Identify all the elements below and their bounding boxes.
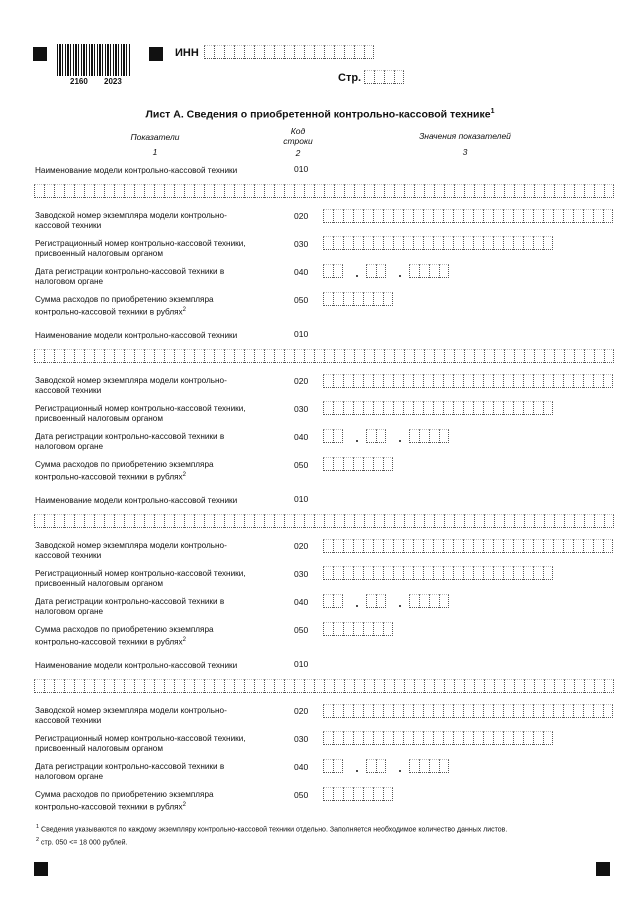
barcode-number-right: 2023 xyxy=(104,77,122,86)
row-model-label: Наименование модели контрольно-кассовой техники xyxy=(35,661,238,670)
row-serial-label: Заводской номер экземпляра модели контрольно-кассовой техники xyxy=(35,376,227,395)
sheet-title-footnote-mark: 1 xyxy=(490,108,495,115)
row-amount-label xyxy=(35,625,260,648)
code-040: 040 xyxy=(294,762,309,772)
column-number-1: 1 xyxy=(152,147,158,157)
regdate-day-field[interactable] xyxy=(323,429,343,443)
code-030: 030 xyxy=(294,239,309,249)
page-field[interactable] xyxy=(364,70,404,84)
amount-field[interactable] xyxy=(323,292,393,306)
row-amount-label xyxy=(35,295,260,318)
regdate-day-field[interactable] xyxy=(323,594,343,608)
sheet-title-text: Лист А. Сведения о приобретенной контрольно-кассовой технике xyxy=(145,108,491,121)
serial-field[interactable] xyxy=(323,704,613,718)
footnote-2 xyxy=(36,837,616,846)
corner-marker-bottom-right xyxy=(596,862,610,876)
code-020: 020 xyxy=(294,706,309,716)
sheet-title xyxy=(0,108,640,121)
regdate-day-field[interactable] xyxy=(323,264,343,278)
column-header-line-code: Код строки xyxy=(283,126,313,146)
column-header-values: Значения показателей xyxy=(419,131,511,141)
column-header-indicators: Показатели xyxy=(130,132,180,142)
date-separator-dot xyxy=(399,275,401,277)
regnum-field[interactable] xyxy=(323,566,553,580)
row-regnum-label: Регистрационный номер контрольно-кассовой техники, присвоенный налоговым органом xyxy=(35,569,246,588)
row-amount-label xyxy=(35,790,260,813)
row-regdate-label: Дата регистрации контрольно-кассовой техники в налоговом органе xyxy=(35,267,225,286)
row-model-label: Наименование модели контрольно-кассовой техники xyxy=(35,166,238,175)
row-amount-label xyxy=(35,460,260,483)
row-amount-text: Сумма расходов по приобретению экземпляра контрольно-кассовой техники в рублях xyxy=(35,295,214,317)
amount-footnote-mark: 2 xyxy=(182,802,186,808)
code-040: 040 xyxy=(294,432,309,442)
row-regdate-label: Дата регистрации контрольно-кассовой техники в налоговом органе xyxy=(35,762,225,781)
row-amount-text: Сумма расходов по приобретению экземпляра контрольно-кассовой техники в рублях xyxy=(35,460,214,482)
date-separator-dot xyxy=(356,275,358,277)
regdate-year-field[interactable] xyxy=(409,429,449,443)
regnum-field[interactable] xyxy=(323,236,553,250)
code-010: 010 xyxy=(294,164,309,174)
date-separator-dot xyxy=(356,440,358,442)
corner-marker-bottom-left xyxy=(34,862,48,876)
row-model-label: Наименование модели контрольно-кассовой техники xyxy=(35,496,238,505)
code-010: 010 xyxy=(294,329,309,339)
code-020: 020 xyxy=(294,211,309,221)
row-regdate-label: Дата регистрации контрольно-кассовой техники в налоговом органе xyxy=(35,597,225,616)
date-separator-dot xyxy=(399,770,401,772)
footnote-2-mark: 2 xyxy=(36,837,40,843)
date-separator-dot xyxy=(399,605,401,607)
footnote-1-mark: 1 xyxy=(36,824,40,830)
row-model-label: Наименование модели контрольно-кассовой техники xyxy=(35,331,238,340)
code-010: 010 xyxy=(294,659,309,669)
row-regnum-label: Регистрационный номер контрольно-кассовой техники, присвоенный налоговым органом xyxy=(35,734,246,753)
amount-footnote-mark: 2 xyxy=(182,472,186,478)
amount-field[interactable] xyxy=(323,457,393,471)
corner-marker-top-mid xyxy=(149,47,163,61)
code-050: 050 xyxy=(294,460,309,470)
model-field[interactable] xyxy=(34,679,614,693)
regnum-field[interactable] xyxy=(323,731,553,745)
code-040: 040 xyxy=(294,267,309,277)
amount-field[interactable] xyxy=(323,787,393,801)
code-030: 030 xyxy=(294,404,309,414)
code-030: 030 xyxy=(294,734,309,744)
model-field[interactable] xyxy=(34,349,614,363)
regdate-day-field[interactable] xyxy=(323,759,343,773)
model-field[interactable] xyxy=(34,514,614,528)
row-serial-label: Заводской номер экземпляра модели контрольно-кассовой техники xyxy=(35,541,227,560)
row-regnum-label: Регистрационный номер контрольно-кассовой техники, присвоенный налоговым органом xyxy=(35,239,246,258)
serial-field[interactable] xyxy=(323,374,613,388)
code-050: 050 xyxy=(294,790,309,800)
inn-label: ИНН xyxy=(175,47,199,59)
regdate-year-field[interactable] xyxy=(409,264,449,278)
column-number-3: 3 xyxy=(462,147,468,157)
code-040: 040 xyxy=(294,597,309,607)
amount-footnote-mark: 2 xyxy=(182,637,186,643)
row-serial-label: Заводской номер экземпляра модели контрольно-кассовой техники xyxy=(35,211,227,230)
regdate-month-field[interactable] xyxy=(366,759,386,773)
row-regnum-label: Регистрационный номер контрольно-кассовой техники, присвоенный налоговым органом xyxy=(35,404,246,423)
regdate-month-field[interactable] xyxy=(366,429,386,443)
regnum-field[interactable] xyxy=(323,401,553,415)
serial-field[interactable] xyxy=(323,209,613,223)
regdate-month-field[interactable] xyxy=(366,594,386,608)
date-separator-dot xyxy=(356,605,358,607)
inn-field[interactable] xyxy=(204,45,374,59)
regdate-month-field[interactable] xyxy=(366,264,386,278)
code-050: 050 xyxy=(294,295,309,305)
date-separator-dot xyxy=(399,440,401,442)
amount-field[interactable] xyxy=(323,622,393,636)
code-050: 050 xyxy=(294,625,309,635)
code-020: 020 xyxy=(294,541,309,551)
footnote-1-text: Сведения указываются по каждому экземпляру контрольно-кассовой техники отдельно. Заполняется необходимое количество данных листов. xyxy=(41,826,508,834)
row-amount-text: Сумма расходов по приобретению экземпляра контрольно-кассовой техники в рублях xyxy=(35,790,214,812)
amount-footnote-mark: 2 xyxy=(182,307,186,313)
page-label: Стр. xyxy=(338,72,362,84)
row-amount-text: Сумма расходов по приобретению экземпляра контрольно-кассовой техники в рублях xyxy=(35,625,214,647)
regdate-year-field[interactable] xyxy=(409,759,449,773)
code-010: 010 xyxy=(294,494,309,504)
column-number-2: 2 xyxy=(295,148,301,158)
date-separator-dot xyxy=(356,770,358,772)
row-serial-label: Заводской номер экземпляра модели контрольно-кассовой техники xyxy=(35,706,227,725)
code-020: 020 xyxy=(294,376,309,386)
model-field[interactable] xyxy=(34,184,614,198)
row-regdate-label: Дата регистрации контрольно-кассовой техники в налоговом органе xyxy=(35,432,225,451)
corner-marker-top-left xyxy=(33,47,47,61)
regdate-year-field[interactable] xyxy=(409,594,449,608)
barcode-number-left: 2160 xyxy=(70,77,88,86)
serial-field[interactable] xyxy=(323,539,613,553)
code-030: 030 xyxy=(294,569,309,579)
footnote-1 xyxy=(36,824,616,833)
footnote-2-text: стр. 050 <= 18 000 рублей. xyxy=(41,839,128,847)
barcode xyxy=(57,44,131,76)
